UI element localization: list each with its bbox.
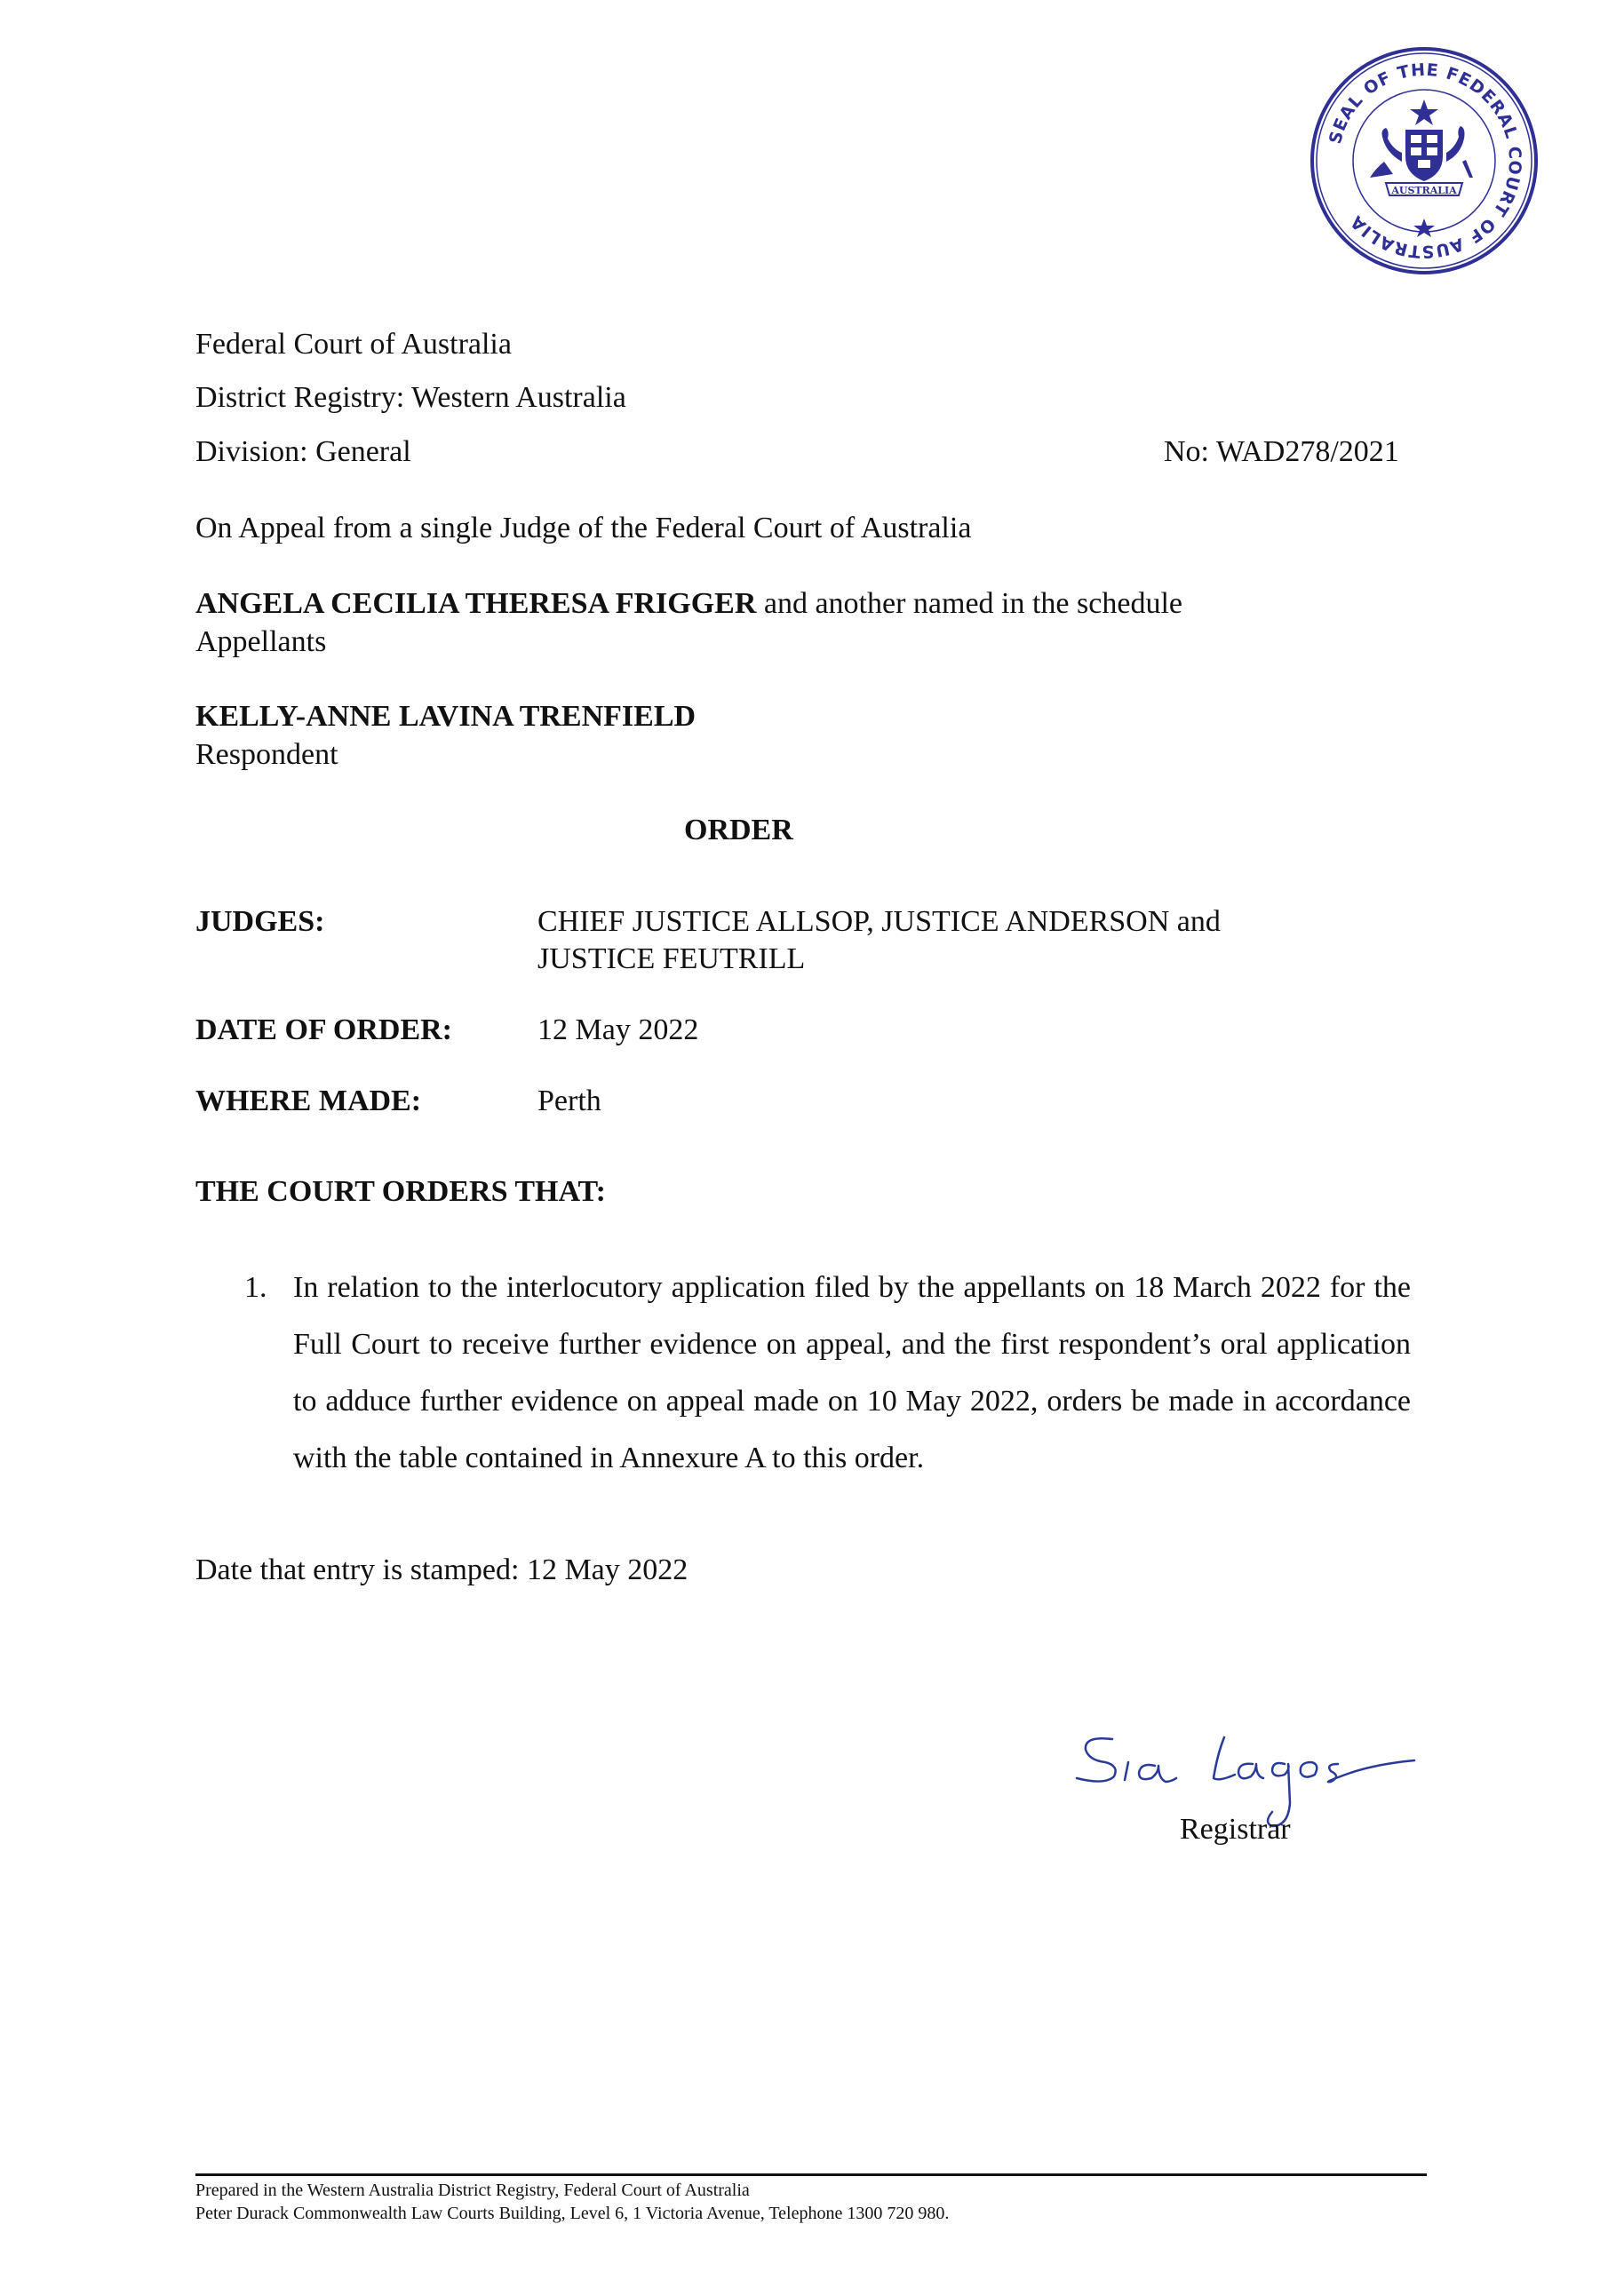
file-number: No: WAD278/2021: [1164, 435, 1399, 468]
judges-line-2: JUSTICE FEUTRILL: [537, 942, 806, 975]
appellant-role: Appellants: [195, 625, 327, 658]
where-made-label: WHERE MADE:: [195, 1084, 422, 1117]
court-name: Federal Court of Australia: [195, 328, 512, 361]
judges-label: JUDGES:: [195, 905, 325, 938]
court-seal-icon: [1308, 44, 1540, 277]
footer-divider: [195, 2173, 1427, 2176]
date-of-order-label: DATE OF ORDER:: [195, 1013, 452, 1046]
district-registry: District Registry: Western Australia: [195, 381, 626, 414]
order-number: 1.: [244, 1271, 267, 1304]
appellant-line: [195, 586, 1182, 622]
registrar-label: Registrar: [1180, 1813, 1291, 1846]
judges-line-1: CHIEF JUSTICE ALLSOP, JUSTICE ANDERSON and: [537, 905, 1221, 938]
appellant-name: ANGELA CECILIA THERESA FRIGGER: [195, 587, 757, 620]
order-text: In relation to the interlocutory application filed by the appellants on 18 March 2022 for the Full Court to receive further evidence on appeal, and the first respondent’s oral application to adduce further evidence on appeal made on 10 May 2022, orders be made in accordance with the table contained in Annexure A to this order.: [293, 1271, 1411, 1474]
appellant-suffix: and another named in the schedule: [756, 587, 1182, 620]
appeal-from: On Appeal from a single Judge of the Federal Court of Australia: [195, 512, 972, 544]
respondent-role: Respondent: [195, 738, 338, 771]
footer-line-2: Peter Durack Commonwealth Law Courts Building, Level 6, 1 Victoria Avenue, Telephone 1300 720 980.: [195, 2204, 950, 2223]
entry-stamped-date: Date that entry is stamped: 12 May 2022: [195, 1553, 689, 1586]
date-of-order-value: 12 May 2022: [537, 1013, 699, 1046]
orders-heading: THE COURT ORDERS THAT:: [195, 1175, 606, 1208]
division: Division: General: [195, 435, 411, 468]
svg-text:AUSTRALIA: AUSTRALIA: [1391, 185, 1457, 196]
footer-line-1: Prepared in the Western Australia District Registry, Federal Court of Australia: [195, 2181, 750, 2200]
svg-text:SEAL OF THE FEDERAL COURT OF A: SEAL OF THE FEDERAL COURT OF AUSTRALIA: [1325, 60, 1525, 262]
respondent-name: KELLY-ANNE LAVINA TRENFIELD: [195, 700, 697, 733]
where-made-value: Perth: [537, 1084, 601, 1117]
document-title: ORDER: [684, 814, 793, 846]
